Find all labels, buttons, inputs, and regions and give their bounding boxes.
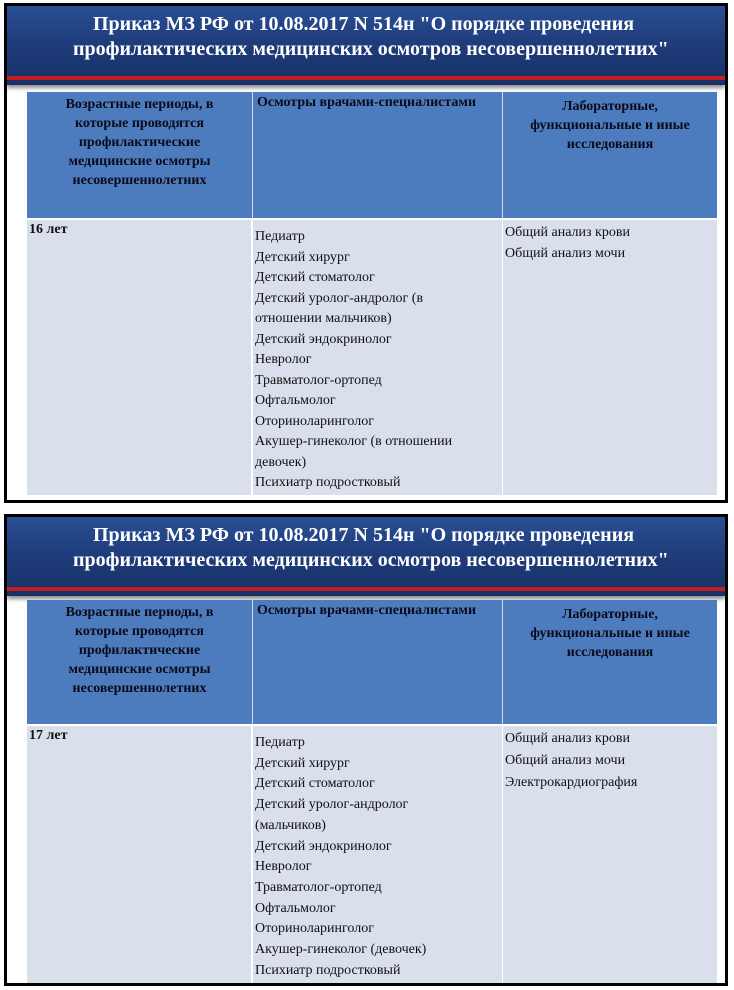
list-item: Психиатр подростковый [255,475,401,490]
list-item: Педиатр [255,229,305,244]
header-age-line: медицинские осмотры [68,154,211,169]
header-age-line: Возрастные периоды, в [65,605,214,620]
header-age-line: профилактические [78,643,201,658]
slide-title-line2: профилактических медицинских осмотров несовершеннолетних" [73,549,669,571]
list-item: Общий анализ мочи [505,753,626,768]
list-item: Детский уролог-андролог (в [255,290,424,306]
header-specialists: Осмотры врачами-специалистами [253,600,503,724]
title-banner [7,517,725,596]
exam-table [27,600,717,983]
list-item: Детский стоматолог [255,270,375,285]
slide-title-line1: Приказ МЗ РФ от 10.08.2017 N 514н "О порядке проведения [93,13,635,35]
header-lab-tests [503,600,717,724]
slide-title [7,523,725,573]
specialists-cell [253,218,503,495]
specialists-cell [253,724,503,983]
list-item: Невролог [255,859,312,875]
list-item: Общий анализ крови [505,225,630,240]
exam-table [27,92,717,495]
header-specialists: Осмотры врачами-специалистами [253,92,503,218]
banner-accent-line [7,76,725,80]
header-age-line: профилактические [78,135,201,150]
header-age-line: несовершеннолетних [72,681,207,696]
labs-cell [503,218,717,495]
age-cell: 16 лет [27,218,253,495]
slide-17-years [4,514,728,986]
list-item: девочек) [255,454,307,470]
header-lab-tests [503,92,717,218]
list-item: Офтальмолог [255,900,336,916]
list-item: Оториноларинголог [255,921,374,937]
slide-title-line1: Приказ МЗ РФ от 10.08.2017 N 514н "О порядке проведения [93,524,635,546]
slide-title [7,12,725,62]
list-item: Детский стоматолог [255,776,375,792]
list-item: Оториноларинголог [255,413,374,429]
age-cell: 17 лет [27,724,253,983]
list-item: Акушер-гинеколог (в отношении [255,434,453,449]
header-age-line: медицинские осмотры [68,662,211,677]
list-item: Детский хирург [255,755,350,771]
header-labs-line: функциональные и иные [530,626,690,641]
list-item: Акушер-гинеколог (девочек) [255,942,427,958]
header-age-line: Возрастные периоды, в [65,97,214,112]
header-age-periods [27,92,253,218]
list-item: Травматолог-ортопед [255,879,382,895]
title-banner [7,6,725,85]
labs-cell [503,724,717,983]
list-item: Детский эндокринолог [255,331,392,347]
header-labs-line: исследования [566,645,654,660]
slide-16-years [4,3,728,503]
list-item: Офтальмолог [255,393,336,408]
header-labs-line: функциональные и иные [530,118,690,133]
list-item: Детский уролог-андролог [255,797,409,813]
list-item: Электрокардиография [505,775,638,790]
list-item: отношении мальчиков) [255,311,392,326]
list-item: Психиатр подростковый [255,962,401,978]
list-item: Травматолог-ортопед [255,372,382,388]
list-item: (мальчиков) [255,817,326,833]
header-age-line: несовершеннолетних [72,173,207,188]
header-age-periods [27,600,253,724]
banner-accent-line [7,587,725,591]
list-item: Общий анализ крови [505,731,630,746]
header-labs-line: Лабораторные, [562,99,658,114]
list-item: Детский эндокринолог [255,838,392,854]
header-labs-line: исследования [566,137,654,152]
header-labs-line: Лабораторные, [562,607,658,622]
list-item: Общий анализ мочи [505,246,626,261]
header-age-line: которые проводятся [75,624,204,639]
header-age-line: которые проводятся [75,116,204,131]
list-item: Невролог [255,352,312,367]
list-item: Педиатр [255,735,305,750]
list-item: Детский хирург [255,249,350,265]
slide-title-line2: профилактических медицинских осмотров несовершеннолетних" [73,38,669,60]
